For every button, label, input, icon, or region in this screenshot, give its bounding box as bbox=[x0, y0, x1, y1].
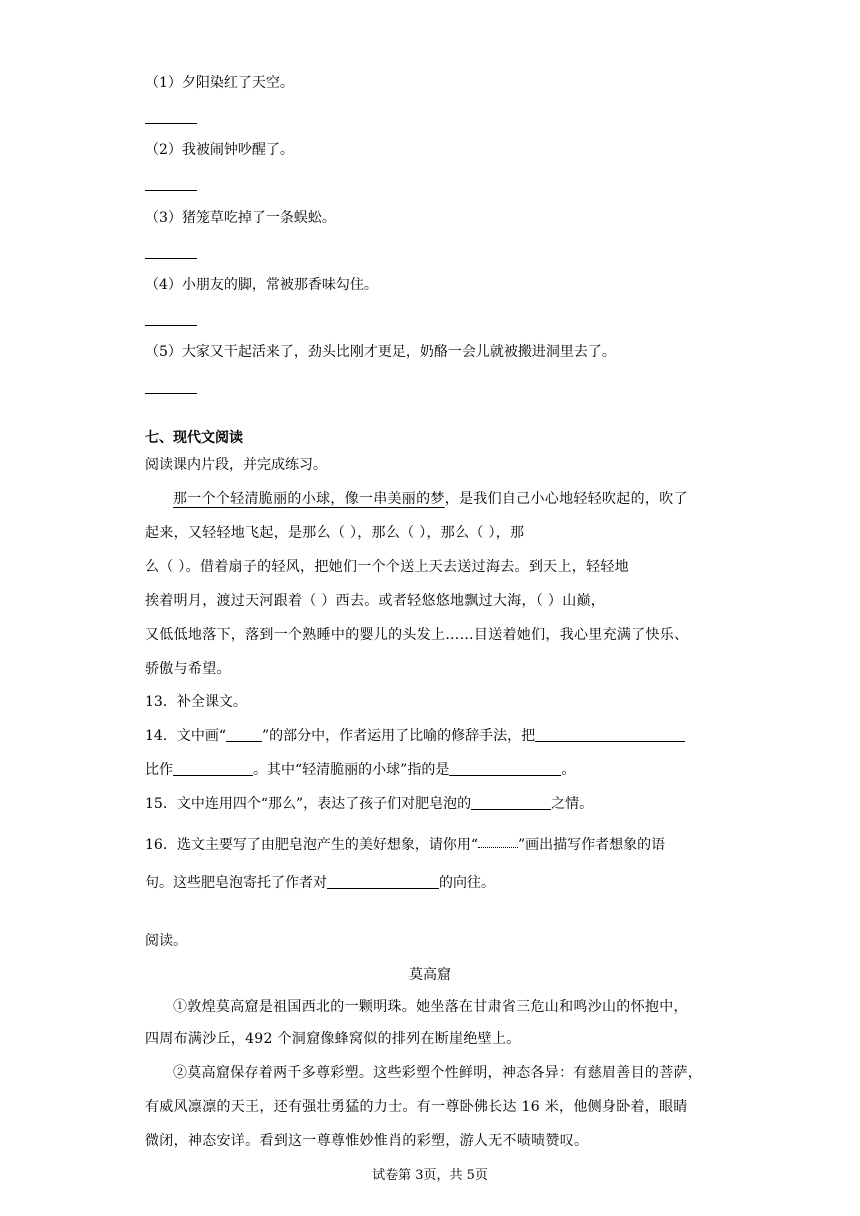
sentence-item-4: （4）小朋友的脚，常被那香味勾住。 bbox=[145, 277, 378, 293]
reading-label: 阅读。 bbox=[145, 933, 187, 949]
reading-passage bbox=[145, 488, 715, 678]
answer-blank-14b[interactable] bbox=[173, 761, 253, 776]
paragraph-2-line-2: 有威风凛凛的天王，还有强壮勇猛的力士。有一尊卧佛长达 16 米，他侧身卧着，眼睛 bbox=[145, 1099, 688, 1115]
sentence-item-1: （1）夕阳染红了天空。 bbox=[145, 75, 294, 91]
sentence-item-2: （2）我被闹钟吵醒了。 bbox=[145, 142, 294, 158]
article-title: 莫高窟 bbox=[409, 967, 451, 983]
question-15 bbox=[145, 794, 593, 814]
question-13: 13．补全课文。 bbox=[145, 694, 247, 710]
question-14-compare: 比作 bbox=[145, 762, 173, 778]
answer-blank-14a[interactable] bbox=[535, 727, 685, 742]
wavy-line-marker bbox=[478, 837, 518, 848]
question-15-start: 15．文中连用四个“那么”，表达了孩子们对肥皂泡的 bbox=[145, 796, 472, 812]
answer-blank-14c[interactable] bbox=[449, 761, 561, 776]
passage-line-3: 么（ ）。借着扇子的轻风，把她们一个个送上天去送过海去。到天上，轻轻地 bbox=[145, 559, 629, 575]
question-14-line-2 bbox=[145, 760, 575, 780]
answer-blank-15[interactable] bbox=[471, 795, 551, 810]
article-body bbox=[145, 996, 715, 1156]
answer-line-2[interactable] bbox=[145, 190, 197, 191]
question-14-mid: ”的部分中，作者运用了比喻的修辞手法，把 bbox=[261, 728, 536, 744]
paragraph-2-line-1: ②莫高窟保存着两千多尊彩塑。这些彩塑个性鲜明，神态各异：有慈眉善目的菩萨， bbox=[173, 1065, 703, 1081]
question-14-line-1 bbox=[145, 726, 685, 746]
answer-line-5[interactable] bbox=[145, 393, 197, 394]
question-16-end: 的向往。 bbox=[439, 875, 495, 891]
question-16-ideal: 句。这些肥皂泡寄托了作者对 bbox=[145, 875, 327, 891]
sentence-item-3: （3）猪笼草吃掉了一条蜈蚣。 bbox=[145, 210, 336, 226]
question-15-end: 之情。 bbox=[551, 796, 594, 812]
paragraph-2-line-3: 微闭，神态安详。看到这一尊尊惟妙惟肖的彩塑，游人无不啧啧赞叹。 bbox=[145, 1133, 589, 1149]
passage-line-4: 挨着明月，渡过天河跟着（ ）西去。或者轻悠悠地飘过大海，（ ）山巅， bbox=[145, 593, 606, 609]
question-16-line-2 bbox=[145, 873, 495, 893]
question-16-mid: ”画出描写作者想象的语 bbox=[517, 837, 666, 853]
page-footer: 试卷第 3页，共 5页 bbox=[372, 1168, 488, 1183]
paragraph-1-line-1: ①敦煌莫高窟是祖国西北的一颗明珠。她坐落在甘肃省三危山和鸣沙山的怀抱中， bbox=[173, 999, 688, 1015]
paragraph-1-line-2: 四周布满沙丘，492 个洞窟像蜂窝似的排列在断崖绝壁上。 bbox=[145, 1031, 521, 1047]
passage-line-1-rest: ，是我们自己小心地轻轻吹起的，吹了 bbox=[444, 491, 688, 507]
question-16-line-1 bbox=[145, 835, 665, 855]
reading-instruction: 阅读课内片段，并完成练习。 bbox=[145, 457, 327, 473]
sentence-item-5: （5）大家又干起活来了，劲头比刚才更足，奶酪一会儿就被搬进洞里去了。 bbox=[145, 344, 616, 360]
answer-line-3[interactable] bbox=[145, 258, 197, 259]
question-16-start: 16．选文主要写了由肥皂泡产生的美好想象，请你用“ bbox=[145, 837, 478, 853]
question-14-ball: 。其中“轻清脆丽的小球”指的是 bbox=[253, 762, 450, 778]
passage-line-1 bbox=[173, 488, 688, 508]
section-heading: 七、现代文阅读 bbox=[145, 430, 243, 446]
question-14-start: 14．文中画“ bbox=[145, 728, 226, 744]
blank-underline-marker bbox=[226, 727, 262, 742]
passage-line-5: 又低低地落下，落到一个熟睡中的婴儿的头发上……目送着她们，我心里充满了快乐、 bbox=[145, 627, 689, 643]
underlined-metaphor: 那一个个轻清脆丽的小球，像一串美丽的梦 bbox=[173, 491, 445, 507]
answer-blank-16[interactable] bbox=[327, 874, 439, 889]
passage-line-2: 起来，又轻轻地飞起，是那么（ ），那么（ ），那么（ ），那 bbox=[145, 525, 525, 541]
answer-line-1[interactable] bbox=[145, 123, 197, 124]
question-14-end: 。 bbox=[561, 762, 576, 778]
answer-line-4[interactable] bbox=[145, 325, 197, 326]
passage-line-6: 骄傲与希望。 bbox=[145, 661, 231, 677]
